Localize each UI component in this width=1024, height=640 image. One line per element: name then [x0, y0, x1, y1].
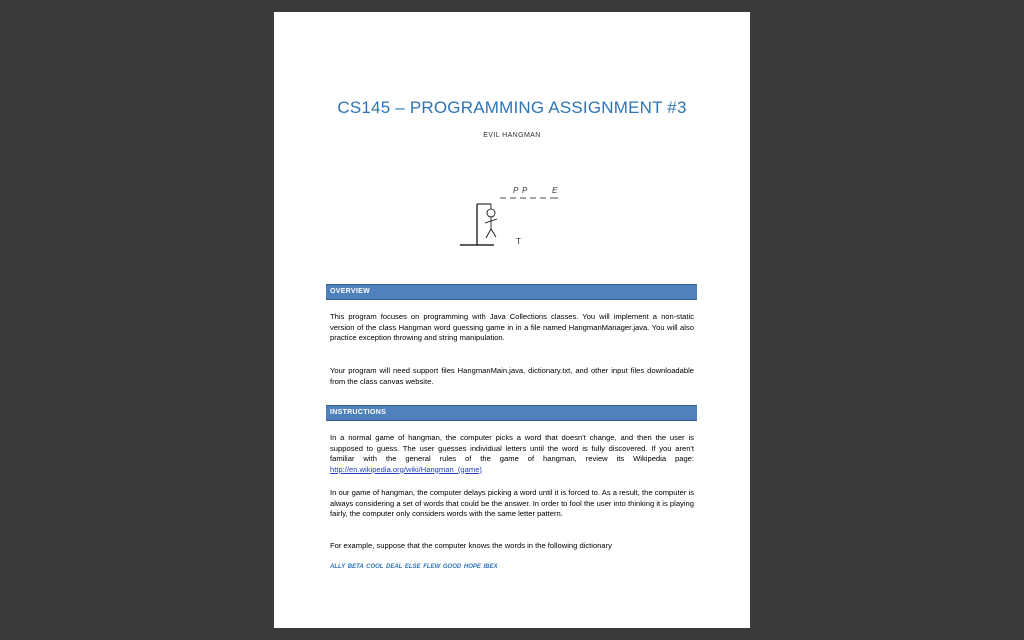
overview-heading-bar [326, 284, 697, 300]
hangman-letter: E [552, 186, 558, 195]
instructions-paragraph-3: For example, suppose that the computer knows the words in the following dictionary [330, 541, 612, 550]
dictionary-word-list: ALLY BETA COOL DEAL ELSE FLEW GOOD HOPE IBEX [330, 564, 498, 570]
instructions-paragraph-1 [330, 433, 694, 475]
page-subtitle: EVIL HANGMAN [483, 132, 541, 139]
hangman-letter: P [513, 186, 519, 195]
page-title: CS145 – PROGRAMMING ASSIGNMENT #3 [337, 98, 687, 117]
guessed-letter: T [516, 237, 521, 246]
hangman-letter: P [522, 186, 528, 195]
instructions-heading-bar [326, 405, 697, 421]
overview-heading: OVERVIEW [330, 288, 371, 295]
overview-paragraph-1: This program focuses on programming with Java Collections classes. You will implement a non-static version of the class Hangman word guessing game in in a file named HangmanManager.java. You will also practice exception throwing and string manipulation. [330, 312, 694, 342]
wikipedia-link[interactable]: http://en.wikipedia.org/wiki/Hangman_(game) [330, 464, 482, 474]
hangman-figure [454, 182, 564, 262]
instructions-paragraph-1-text: In a normal game of hangman, the computer picks a word that doesn't change, and then the user is supposed to guess. The user guesses individual letters until the word is fully discovered. If you aren't familiar with the general rules of the game of hangman, review its Wikipedia page: [330, 433, 694, 463]
overview-paragraph-2: Your program will need support files HangmanMain.java, dictionary.txt, and other input files downloadable from the class canvas website. [330, 366, 694, 386]
document-page [274, 12, 750, 628]
hangman-drawing [454, 182, 564, 262]
instructions-heading: INSTRUCTIONS [330, 409, 387, 416]
instructions-paragraph-2: In our game of hangman, the computer delays picking a word until it is forced to. As a result, the computer is always considering a set of words that could be the answer. In order to fool the user into thinking it is playing fairly, the computer only considers words with the same letter pattern. [330, 488, 694, 518]
